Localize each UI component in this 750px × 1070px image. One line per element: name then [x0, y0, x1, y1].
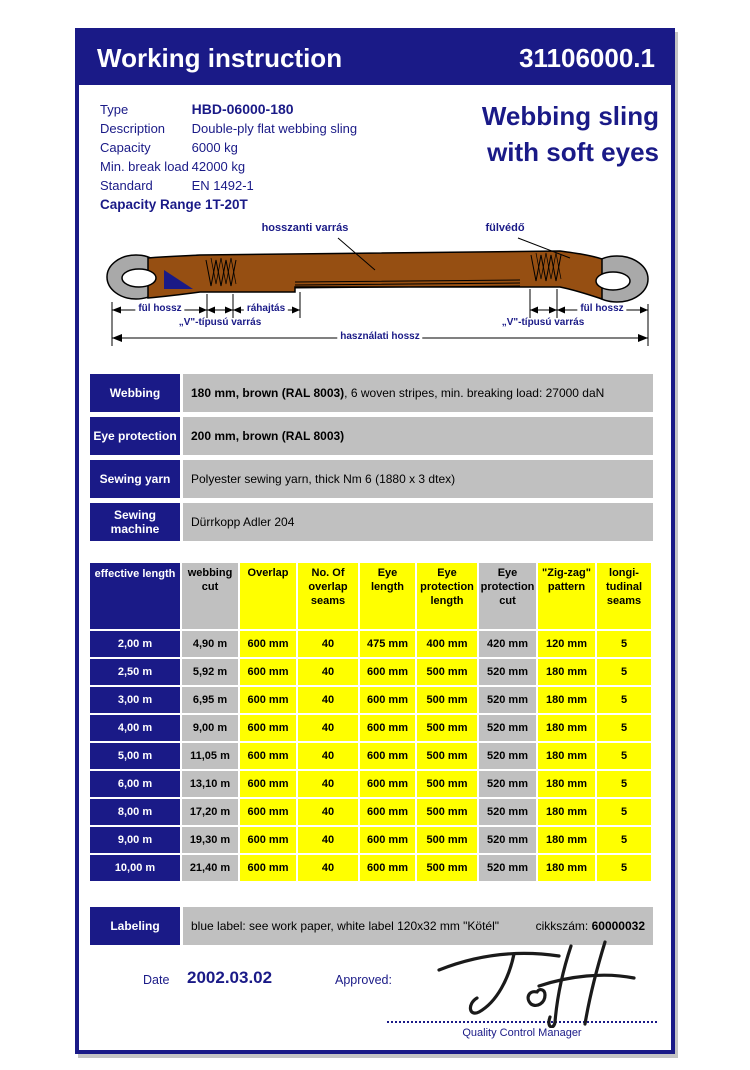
diagram-label-v-seam-left: „V"-típusú varrás [178, 317, 262, 328]
table-cell: 600 mm [360, 799, 415, 825]
product-title-line1: Webbing sling [481, 101, 659, 131]
table-cell: 21,40 m [182, 855, 238, 881]
dimensions-table [90, 563, 651, 881]
table-cell: 500 mm [417, 687, 477, 713]
table-cell: 500 mm [417, 827, 477, 853]
table-cell: 520 mm [479, 687, 536, 713]
table-cell: 500 mm [417, 743, 477, 769]
column-header: longi-tudinal seams [597, 563, 651, 629]
column-header: Overlap [240, 563, 296, 629]
table-cell: 17,20 m [182, 799, 238, 825]
table-cell: 180 mm [538, 743, 595, 769]
table-cell: 40 [298, 631, 358, 657]
spec-row-webbing [90, 374, 653, 412]
column-header: "Zig-zag" pattern [538, 563, 595, 629]
spec-row-eye-protection [90, 417, 653, 455]
table-cell: 40 [298, 715, 358, 741]
info-label: Description [100, 121, 166, 136]
spec-label: Sewing yarn [90, 460, 180, 498]
column-header: Eye protection cut [479, 563, 536, 629]
table-cell: 13,10 m [182, 771, 238, 797]
item-number [536, 919, 645, 933]
info-label: Min. break load [100, 159, 189, 174]
table-cell: 5,92 m [182, 659, 238, 685]
table-cell: 520 mm [479, 827, 536, 853]
document-header [79, 32, 671, 85]
table-cell: 600 mm [240, 743, 296, 769]
column-header: Eye length [360, 563, 415, 629]
labeling-text: blue label: see work paper, white label 120x32 mm "Kötél" [191, 919, 500, 933]
table-cell: 600 mm [240, 771, 296, 797]
table-cell: 40 [298, 799, 358, 825]
info-row-break-load [100, 157, 357, 176]
table-cell: 5 [597, 855, 651, 881]
table-cell: 180 mm [538, 771, 595, 797]
table-cell: 40 [298, 855, 358, 881]
table-cell: 500 mm [417, 855, 477, 881]
labeling-label: Labeling [90, 907, 180, 945]
table-cell: 520 mm [479, 771, 536, 797]
signer-title: Quality Control Manager [462, 1027, 582, 1039]
table-cell: 500 mm [417, 659, 477, 685]
info-value: Double-ply flat webbing sling [191, 121, 358, 136]
spec-value-rest: Polyester sewing yarn, thick Nm 6 (1880 x 3 dtex) [191, 472, 456, 486]
table-cell: 600 mm [240, 687, 296, 713]
table-cell: 520 mm [479, 743, 536, 769]
info-label: Capacity [100, 140, 151, 155]
diagram-label-eye-length-right: fül hossz [577, 303, 626, 314]
table-cell: 5 [597, 715, 651, 741]
table-cell: 180 mm [538, 715, 595, 741]
table-cell: 600 mm [360, 743, 415, 769]
info-row-type [100, 100, 357, 119]
table-cell: 600 mm [360, 771, 415, 797]
diagram-label-eye-protection: fülvédő [485, 222, 525, 234]
table-cell: 180 mm [538, 827, 595, 853]
table-cell: 520 mm [479, 799, 536, 825]
table-cell: 475 mm [360, 631, 415, 657]
diagram-label-longitudinal-seam: hosszanti varrás [261, 222, 349, 234]
table-cell: 420 mm [479, 631, 536, 657]
product-info [100, 100, 357, 214]
table-cell: 500 mm [417, 715, 477, 741]
table-cell: 5 [597, 743, 651, 769]
info-value: 6000 kg [191, 140, 238, 155]
spec-label: Eye protection [90, 417, 180, 455]
product-title [482, 98, 659, 170]
table-cell: 600 mm [360, 827, 415, 853]
table-cell: 180 mm [538, 659, 595, 685]
column-header: webbing cut [182, 563, 238, 629]
table-cell: 600 mm [240, 855, 296, 881]
table-cell: 2,00 m [90, 631, 180, 657]
table-cell: 9,00 m [90, 827, 180, 853]
diagram-label-eye-length-left: fül hossz [135, 303, 184, 314]
table-cell: 520 mm [479, 715, 536, 741]
table-cell: 4,00 m [90, 715, 180, 741]
spec-value [183, 503, 653, 541]
table-cell: 500 mm [417, 771, 477, 797]
table-cell: 10,00 m [90, 855, 180, 881]
table-cell: 40 [298, 659, 358, 685]
table-cell: 3,00 m [90, 687, 180, 713]
info-row-description [100, 119, 357, 138]
spec-value [183, 374, 653, 412]
table-cell: 40 [298, 743, 358, 769]
info-value: EN 1492-1 [191, 178, 254, 193]
spec-value [183, 417, 653, 455]
table-cell: 5 [597, 659, 651, 685]
table-cell: 9,00 m [182, 715, 238, 741]
diagram-label-usable-length: használati hossz [337, 331, 422, 342]
table-cell: 600 mm [240, 799, 296, 825]
table-cell: 5 [597, 827, 651, 853]
table-cell: 600 mm [240, 631, 296, 657]
table-cell: 2,50 m [90, 659, 180, 685]
table-cell: 5,00 m [90, 743, 180, 769]
table-cell: 520 mm [479, 855, 536, 881]
info-label: Type [100, 102, 129, 117]
table-cell: 19,30 m [182, 827, 238, 853]
table-cell: 5 [597, 799, 651, 825]
table-cell: 6,95 m [182, 687, 238, 713]
column-header: Eye protection length [417, 563, 477, 629]
table-cell: 180 mm [538, 687, 595, 713]
table-cell: 180 mm [538, 855, 595, 881]
table-cell: 6,00 m [90, 771, 180, 797]
date-label: Date [143, 973, 170, 987]
spec-label: Webbing [90, 374, 180, 412]
item-number-label: cikkszám: [535, 919, 592, 933]
table-cell: 5 [597, 687, 651, 713]
spec-value-bold: 180 mm, brown (RAL 8003) [191, 386, 345, 400]
table-cell: 600 mm [240, 659, 296, 685]
table-cell: 5 [597, 771, 651, 797]
info-value: 42000 kg [191, 159, 246, 174]
table-cell: 600 mm [240, 827, 296, 853]
info-row-capacity [100, 138, 357, 157]
spec-row-sewing-yarn [90, 460, 653, 498]
info-label: Standard [100, 178, 153, 193]
spec-row-sewing-machine [90, 503, 653, 541]
document-number: 31106000.1 [519, 43, 655, 73]
table-cell: 11,05 m [182, 743, 238, 769]
table-cell: 600 mm [240, 715, 296, 741]
column-header: effective length [90, 563, 180, 629]
table-cell: 500 mm [417, 799, 477, 825]
table-cell: 4,90 m [182, 631, 238, 657]
date-value: 2002.03.02 [187, 968, 273, 987]
table-cell: 120 mm [538, 631, 595, 657]
table-cell: 180 mm [538, 799, 595, 825]
spec-value-rest: , 6 woven stripes, min. breaking load: 27000 daN [344, 386, 605, 400]
table-cell: 40 [298, 827, 358, 853]
document-title: Working instruction [97, 43, 343, 73]
diagram-label-overlap-fold: ráhajtás [244, 303, 288, 314]
table-cell: 5 [597, 631, 651, 657]
table-cell: 8,00 m [90, 799, 180, 825]
spec-value-rest: Dürrkopp Adler 204 [191, 515, 295, 529]
item-number-value: 60000032 [591, 919, 645, 933]
column-header: No. Of overlap seams [298, 563, 358, 629]
table-cell: 600 mm [360, 715, 415, 741]
table-cell: 520 mm [479, 659, 536, 685]
table-cell: 400 mm [417, 631, 477, 657]
spec-label: Sewing machine [90, 503, 180, 541]
table-cell: 40 [298, 687, 358, 713]
table-cell: 600 mm [360, 687, 415, 713]
table-cell: 40 [298, 771, 358, 797]
signature [409, 940, 654, 1028]
spec-value-bold: 200 mm, brown (RAL 8003) [191, 429, 345, 443]
sling-diagram [90, 218, 665, 358]
info-row-standard [100, 176, 357, 195]
spec-value [183, 460, 653, 498]
spec-rows [90, 374, 653, 546]
diagram-label-v-seam-right: „V"-típusú varrás [501, 317, 585, 328]
working-instruction-document [75, 28, 675, 1054]
info-value: HBD-06000-180 [191, 101, 294, 117]
table-cell: 600 mm [360, 659, 415, 685]
approved-label: Approved: [335, 973, 392, 987]
table-cell: 600 mm [360, 855, 415, 881]
capacity-range: Capacity Range 1T-20T [100, 197, 248, 212]
product-title-line2: with soft eyes [487, 137, 659, 167]
